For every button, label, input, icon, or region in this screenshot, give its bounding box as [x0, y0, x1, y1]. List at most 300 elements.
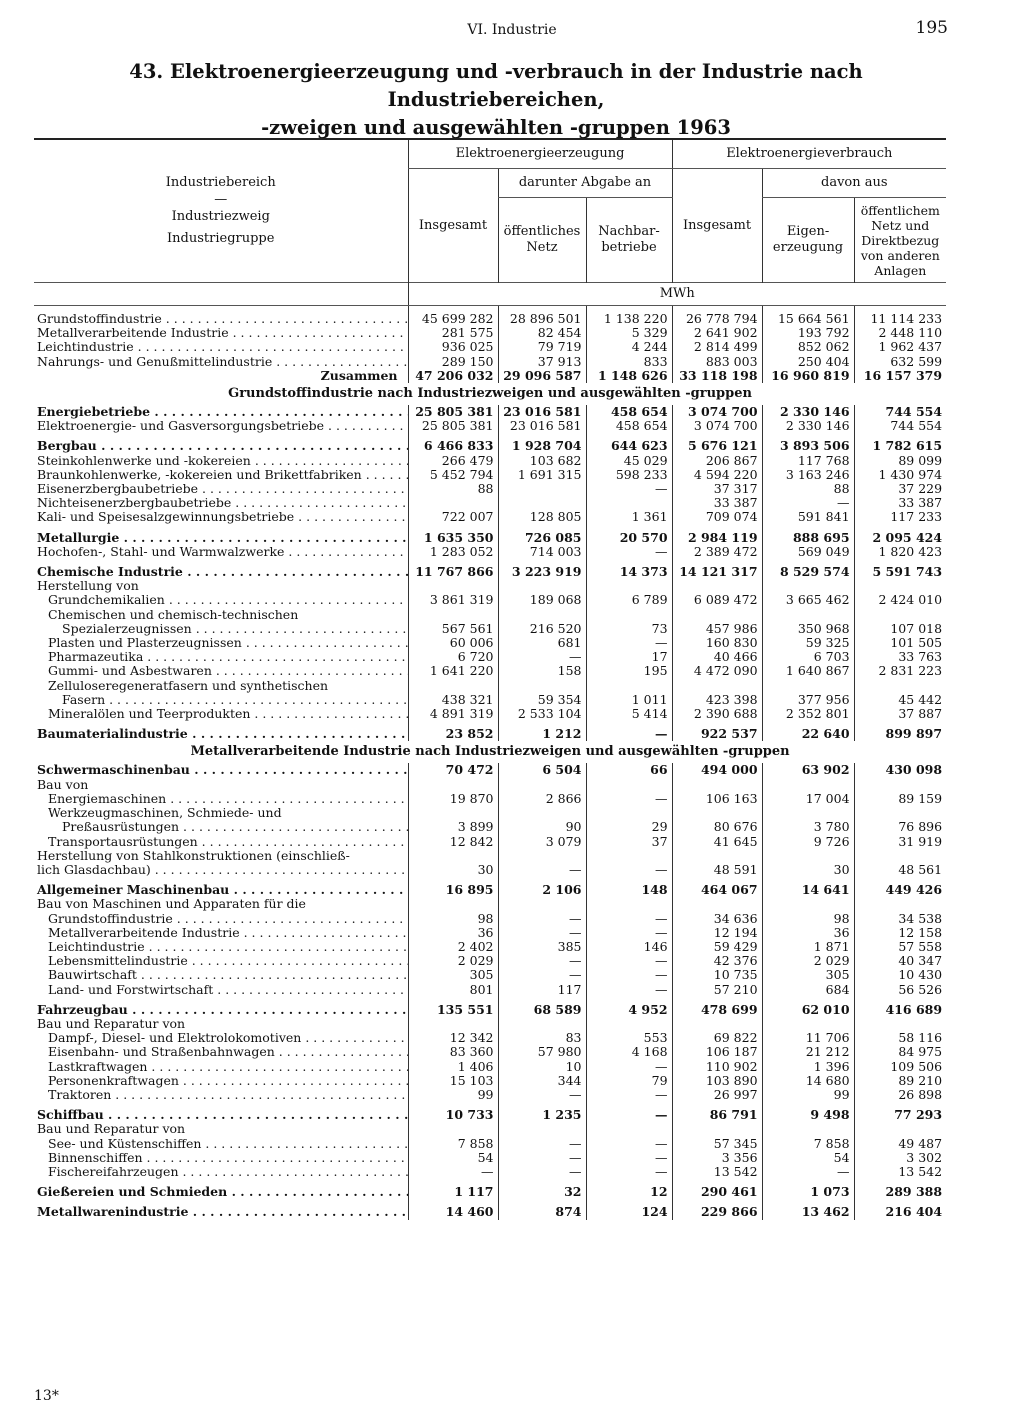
row-label-text: Metallwarenindustrie . . .	[37, 1205, 408, 1219]
value-cell: 1 820 423	[854, 545, 946, 559]
value-cell: 12 842	[408, 835, 498, 849]
value-cell	[672, 849, 762, 863]
value-cell	[762, 806, 854, 820]
value-cell: —	[586, 545, 672, 559]
row-label-text: Werkzeugmaschinen, Schmiede- und	[48, 806, 282, 821]
value-cell: 305	[762, 968, 854, 982]
value-cell: 30	[762, 863, 854, 877]
value-cell: 250 404	[762, 355, 854, 369]
value-cell: 34 636	[672, 912, 762, 926]
value-cell	[498, 608, 586, 622]
row-label	[34, 664, 408, 678]
table-row	[34, 419, 946, 433]
value-cell: 15 664 561	[762, 312, 854, 326]
table-row	[34, 531, 946, 545]
row-label	[34, 650, 408, 664]
value-cell: 7 858	[762, 1137, 854, 1151]
row-label	[34, 482, 408, 496]
value-cell: 888 695	[762, 531, 854, 545]
table-row	[34, 863, 946, 877]
table-row	[34, 593, 946, 607]
total-row	[34, 369, 946, 383]
row-label	[34, 1031, 408, 1045]
table-row	[34, 1205, 946, 1219]
table-row	[34, 355, 946, 369]
value-cell: 2 402	[408, 940, 498, 954]
row-label	[34, 727, 408, 741]
table-row	[34, 1151, 946, 1165]
value-cell: 385	[498, 940, 586, 954]
value-cell: 99	[408, 1088, 498, 1102]
value-cell: 63 902	[762, 763, 854, 777]
value-cell: 1 396	[762, 1060, 854, 1074]
table-row	[34, 806, 946, 820]
value-cell: 6 703	[762, 650, 854, 664]
value-cell: 68 589	[498, 1003, 586, 1017]
unit-spacer	[34, 283, 408, 306]
row-label-text: Steinkohlenwerke und -kokereien . . .	[37, 454, 408, 468]
value-cell: 70 472	[408, 763, 498, 777]
row-label-text: Binnenschiffen . . .	[48, 1151, 408, 1165]
row-label-text: Elektroenergie- und Gasversorgungsbetriebe . . .	[37, 419, 408, 433]
row-label	[34, 1060, 408, 1074]
value-cell: —	[498, 1137, 586, 1151]
value-cell: 458 654	[586, 405, 672, 419]
value-cell: 2 106	[498, 883, 586, 897]
value-cell: 883 003	[672, 355, 762, 369]
unit-header: MWh	[408, 283, 946, 306]
row-label	[34, 439, 408, 453]
row-label-text: Fischereifahrzeugen . . .	[48, 1165, 408, 1179]
value-cell: 464 067	[672, 883, 762, 897]
value-cell: 26 898	[854, 1088, 946, 1102]
value-cell: 146	[586, 940, 672, 954]
table-row	[34, 579, 946, 593]
row-label	[34, 849, 408, 863]
row-label	[34, 340, 408, 354]
value-cell: 193 792	[762, 326, 854, 340]
value-cell: —	[498, 1165, 586, 1179]
value-cell: 26 997	[672, 1088, 762, 1102]
value-cell: 107 018	[854, 622, 946, 636]
value-cell: 4 952	[586, 1003, 672, 1017]
row-label	[34, 510, 408, 524]
value-cell: —	[498, 954, 586, 968]
value-cell: 26 778 794	[672, 312, 762, 326]
value-cell: 350 968	[762, 622, 854, 636]
value-cell: 3 079	[498, 835, 586, 849]
value-cell: 4 594 220	[672, 468, 762, 482]
value-cell	[854, 849, 946, 863]
value-cell: —	[586, 1151, 672, 1165]
value-cell: 62 010	[762, 1003, 854, 1017]
value-cell: 54	[762, 1151, 854, 1165]
value-cell: 438 321	[408, 693, 498, 707]
value-cell: —	[586, 482, 672, 496]
value-cell: 29 096 587	[498, 369, 586, 383]
value-cell: 2 533 104	[498, 707, 586, 721]
row-label	[34, 983, 408, 997]
row-label-text: Leichtindustrie . . .	[37, 340, 408, 354]
value-cell: 458 654	[586, 419, 672, 433]
value-cell: —	[586, 1088, 672, 1102]
value-cell: 7 858	[408, 1137, 498, 1151]
value-cell: —	[586, 983, 672, 997]
value-cell: 148	[586, 883, 672, 897]
table-row	[34, 1060, 946, 1074]
value-cell: 31 919	[854, 835, 946, 849]
table-row	[34, 940, 946, 954]
value-cell	[498, 679, 586, 693]
production-sub-header: darunter Abgabe an	[498, 169, 672, 198]
production-neighbor-header: Nachbar-betriebe	[586, 198, 672, 283]
row-label	[34, 608, 408, 622]
value-cell: 106 187	[672, 1045, 762, 1059]
value-cell: 684	[762, 983, 854, 997]
row-label-text: Schiffbau . . .	[37, 1108, 408, 1122]
value-cell: —	[762, 1165, 854, 1179]
row-label	[34, 405, 408, 419]
value-cell: 8 529 574	[762, 565, 854, 579]
row-label-text: Plasten und Plasterzeugnissen . . .	[48, 636, 408, 650]
row-label-text: Allgemeiner Maschinenbau . . .	[37, 883, 408, 897]
value-cell: 457 986	[672, 622, 762, 636]
value-cell: 2 390 688	[672, 707, 762, 721]
value-cell	[498, 496, 586, 510]
value-cell: 1 117	[408, 1185, 498, 1199]
value-cell: —	[586, 1108, 672, 1122]
row-label	[34, 806, 408, 820]
page-number: 195	[915, 18, 948, 38]
value-cell	[672, 806, 762, 820]
row-label-text: Mineralölen und Teerprodukten . . .	[48, 707, 408, 721]
row-label-text: Spezialerzeugnissen . . .	[62, 622, 408, 636]
table-row	[34, 727, 946, 741]
value-cell	[498, 579, 586, 593]
value-cell: 6 466 833	[408, 439, 498, 453]
value-cell: —	[586, 1137, 672, 1151]
value-cell: 16 157 379	[854, 369, 946, 383]
table-row	[34, 820, 946, 834]
value-cell: 124	[586, 1205, 672, 1219]
value-cell: 2 095 424	[854, 531, 946, 545]
value-cell: 57 210	[672, 983, 762, 997]
value-cell: 48 561	[854, 863, 946, 877]
row-label-text: Lastkraftwagen . . .	[48, 1060, 408, 1074]
row-label	[34, 565, 408, 579]
value-cell	[408, 778, 498, 792]
value-cell: —	[498, 650, 586, 664]
value-cell	[586, 849, 672, 863]
row-label-text: Gummi- und Asbestwaren . . .	[48, 664, 408, 678]
value-cell: 423 398	[672, 693, 762, 707]
value-cell: 1 640 867	[762, 664, 854, 678]
row-label-text: Energiemaschinen . . .	[48, 792, 408, 806]
value-cell	[408, 1017, 498, 1031]
value-cell: —	[586, 954, 672, 968]
value-cell	[586, 608, 672, 622]
row-label	[34, 622, 408, 636]
value-cell: 117 233	[854, 510, 946, 524]
value-cell: 42 376	[672, 954, 762, 968]
value-cell: —	[586, 912, 672, 926]
value-cell: 40 347	[854, 954, 946, 968]
value-cell	[408, 679, 498, 693]
value-cell: 37 317	[672, 482, 762, 496]
value-cell: 3 074 700	[672, 405, 762, 419]
value-cell: 12 342	[408, 1031, 498, 1045]
row-label	[34, 693, 408, 707]
table-body	[34, 306, 946, 1220]
row-label-text: Metallverarbeitende Industrie . . .	[37, 326, 408, 340]
value-cell: —	[498, 926, 586, 940]
value-cell	[586, 897, 672, 911]
value-cell	[498, 1122, 586, 1136]
table-row	[34, 454, 946, 468]
value-cell: 83 360	[408, 1045, 498, 1059]
row-label-text: Grundstoffindustrie . . .	[48, 912, 408, 926]
row-label-text: Metallurgie . . .	[37, 531, 408, 545]
table-row	[34, 1031, 946, 1045]
table-row	[34, 883, 946, 897]
value-cell: 714 003	[498, 545, 586, 559]
value-cell	[854, 608, 946, 622]
row-label	[34, 940, 408, 954]
value-cell: 22 640	[762, 727, 854, 741]
row-label-text: Eisenbahn- und Straßenbahnwagen . . .	[48, 1045, 408, 1059]
value-cell: 709 074	[672, 510, 762, 524]
value-cell	[586, 1017, 672, 1031]
value-cell: 195	[586, 664, 672, 678]
row-label-text: See- und Küstenschiffen . . .	[48, 1137, 408, 1151]
value-cell: —	[498, 1088, 586, 1102]
value-cell: 1 928 704	[498, 439, 586, 453]
value-cell: 79	[586, 1074, 672, 1088]
value-cell: 37	[586, 835, 672, 849]
row-label	[34, 419, 408, 433]
value-cell: 14 460	[408, 1205, 498, 1219]
row-label-text: Zelluloseregeneratfasern und synthetischen	[48, 678, 329, 693]
value-cell: 1 148 626	[586, 369, 672, 383]
value-cell: 23 852	[408, 727, 498, 741]
table-row	[34, 510, 946, 524]
row-label-text: Hochofen-, Stahl- und Warmwalzwerke . . .	[37, 545, 408, 559]
value-cell: 449 426	[854, 883, 946, 897]
row-label	[34, 531, 408, 545]
value-cell: 5 414	[586, 707, 672, 721]
value-cell: 12	[586, 1185, 672, 1199]
value-cell: 83	[498, 1031, 586, 1045]
value-cell: 744 554	[854, 419, 946, 433]
value-cell: 84 975	[854, 1045, 946, 1059]
row-label	[34, 454, 408, 468]
value-cell: 17	[586, 650, 672, 664]
table-row	[34, 954, 946, 968]
table-row	[34, 439, 946, 453]
table-row	[34, 545, 946, 559]
value-cell: 16 895	[408, 883, 498, 897]
value-cell	[762, 1017, 854, 1031]
value-cell: 23 016 581	[498, 405, 586, 419]
value-cell: 9 498	[762, 1108, 854, 1122]
table-row	[34, 1003, 946, 1017]
value-cell: 28 896 501	[498, 312, 586, 326]
table-row	[34, 763, 946, 777]
value-cell	[672, 778, 762, 792]
value-cell: 117	[498, 983, 586, 997]
value-cell: 3 356	[672, 1151, 762, 1165]
value-cell	[762, 849, 854, 863]
table-row	[34, 1045, 946, 1059]
value-cell: 30	[408, 863, 498, 877]
value-cell	[672, 608, 762, 622]
value-cell: 57 980	[498, 1045, 586, 1059]
value-cell: 109 506	[854, 1060, 946, 1074]
value-cell	[762, 1122, 854, 1136]
value-cell: 1 011	[586, 693, 672, 707]
row-label-text: Nahrungs- und Genußmittelindustrie . . .	[37, 355, 408, 369]
row-label	[34, 679, 408, 693]
value-cell: 281 575	[408, 326, 498, 340]
value-cell	[672, 1122, 762, 1136]
table-row	[34, 1165, 946, 1179]
stub-header-level-1: Industriebereich	[165, 175, 276, 190]
row-label-text: Bau von	[37, 777, 89, 792]
row-label-text: Eisenerzbergbaubetriebe . . .	[37, 482, 408, 496]
value-cell: 189 068	[498, 593, 586, 607]
row-label-text: Fahrzeugbau . . .	[37, 1003, 408, 1017]
table-row	[34, 693, 946, 707]
row-label	[34, 355, 408, 369]
value-cell: 82 454	[498, 326, 586, 340]
value-cell: 229 866	[672, 1205, 762, 1219]
row-label	[34, 820, 408, 834]
table-row	[34, 792, 946, 806]
value-cell: 103 682	[498, 454, 586, 468]
value-cell: 344	[498, 1074, 586, 1088]
value-cell: 6 720	[408, 650, 498, 664]
row-label	[34, 835, 408, 849]
value-cell	[854, 806, 946, 820]
value-cell: 48 591	[672, 863, 762, 877]
value-cell: 25 805 381	[408, 419, 498, 433]
value-cell: 290 461	[672, 1185, 762, 1199]
row-label	[34, 1108, 408, 1122]
value-cell	[408, 496, 498, 510]
value-cell	[586, 496, 672, 510]
value-cell: 6 089 472	[672, 593, 762, 607]
row-label	[34, 1003, 408, 1017]
value-cell: 4 472 090	[672, 664, 762, 678]
value-cell: 1 691 315	[498, 468, 586, 482]
value-cell: 5 452 794	[408, 468, 498, 482]
value-cell: 3 899	[408, 820, 498, 834]
value-cell: 89 099	[854, 454, 946, 468]
table-row	[34, 326, 946, 340]
table-title-line-1: 43. Elektroenergieerzeugung und -verbrauch in der Industrie nach Industriebereichen,	[129, 60, 863, 111]
value-cell: 1 138 220	[586, 312, 672, 326]
value-cell: 10 735	[672, 968, 762, 982]
table-row	[34, 1088, 946, 1102]
value-cell: 41 645	[672, 835, 762, 849]
value-cell: 5 329	[586, 326, 672, 340]
value-cell: 12 158	[854, 926, 946, 940]
row-label-text: Dampf-, Diesel- und Elektrolokomotiven . . .	[48, 1031, 408, 1045]
value-cell	[498, 849, 586, 863]
value-cell: 86 791	[672, 1108, 762, 1122]
value-cell: —	[586, 636, 672, 650]
row-label-text: Personenkraftwagen . . .	[48, 1074, 408, 1088]
table-head	[34, 139, 946, 306]
value-cell: 416 689	[854, 1003, 946, 1017]
value-cell: 2 831 223	[854, 664, 946, 678]
value-cell: —	[498, 912, 586, 926]
value-cell	[586, 679, 672, 693]
value-cell: —	[586, 792, 672, 806]
row-label	[34, 1045, 408, 1059]
value-cell: 33 118 198	[672, 369, 762, 383]
value-cell: 14 121 317	[672, 565, 762, 579]
value-cell: 14 373	[586, 565, 672, 579]
value-cell: 598 233	[586, 468, 672, 482]
value-cell: 89 210	[854, 1074, 946, 1088]
value-cell: 45 699 282	[408, 312, 498, 326]
value-cell: 19 870	[408, 792, 498, 806]
value-cell: 11 767 866	[408, 565, 498, 579]
value-cell	[672, 579, 762, 593]
value-cell	[408, 897, 498, 911]
value-cell	[408, 608, 498, 622]
value-cell: 37 229	[854, 482, 946, 496]
table-row	[34, 312, 946, 326]
value-cell: —	[586, 968, 672, 982]
table-row	[34, 1017, 946, 1031]
value-cell: 430 098	[854, 763, 946, 777]
value-cell: 2 448 110	[854, 326, 946, 340]
value-cell: 874	[498, 1205, 586, 1219]
value-cell: 32	[498, 1185, 586, 1199]
value-cell: 2 984 119	[672, 531, 762, 545]
value-cell: 16 960 819	[762, 369, 854, 383]
value-cell	[854, 778, 946, 792]
value-cell: —	[586, 1165, 672, 1179]
row-label-text: Bergbau . . .	[37, 439, 408, 453]
table-row	[34, 835, 946, 849]
row-label-text: Energiebetriebe . . .	[37, 405, 408, 419]
table-row	[34, 340, 946, 354]
table-row	[34, 405, 946, 419]
row-label	[34, 545, 408, 559]
value-cell: 4 244	[586, 340, 672, 354]
value-cell: 2 424 010	[854, 593, 946, 607]
table-row	[34, 1185, 946, 1199]
value-cell	[762, 897, 854, 911]
row-label-text: Transportausrüstungen . . .	[48, 835, 408, 849]
value-cell: 10 733	[408, 1108, 498, 1122]
value-cell: 3 665 462	[762, 593, 854, 607]
table-row	[34, 565, 946, 579]
value-cell	[854, 1122, 946, 1136]
value-cell: 13 462	[762, 1205, 854, 1219]
value-cell: 2 389 472	[672, 545, 762, 559]
value-cell: 801	[408, 983, 498, 997]
value-cell: 20 570	[586, 531, 672, 545]
value-cell: 54	[408, 1151, 498, 1165]
value-cell	[762, 608, 854, 622]
value-cell: 106 163	[672, 792, 762, 806]
row-label-text: Herstellung von	[37, 579, 139, 594]
row-label-text: Metallverarbeitende Industrie . . .	[48, 926, 408, 940]
